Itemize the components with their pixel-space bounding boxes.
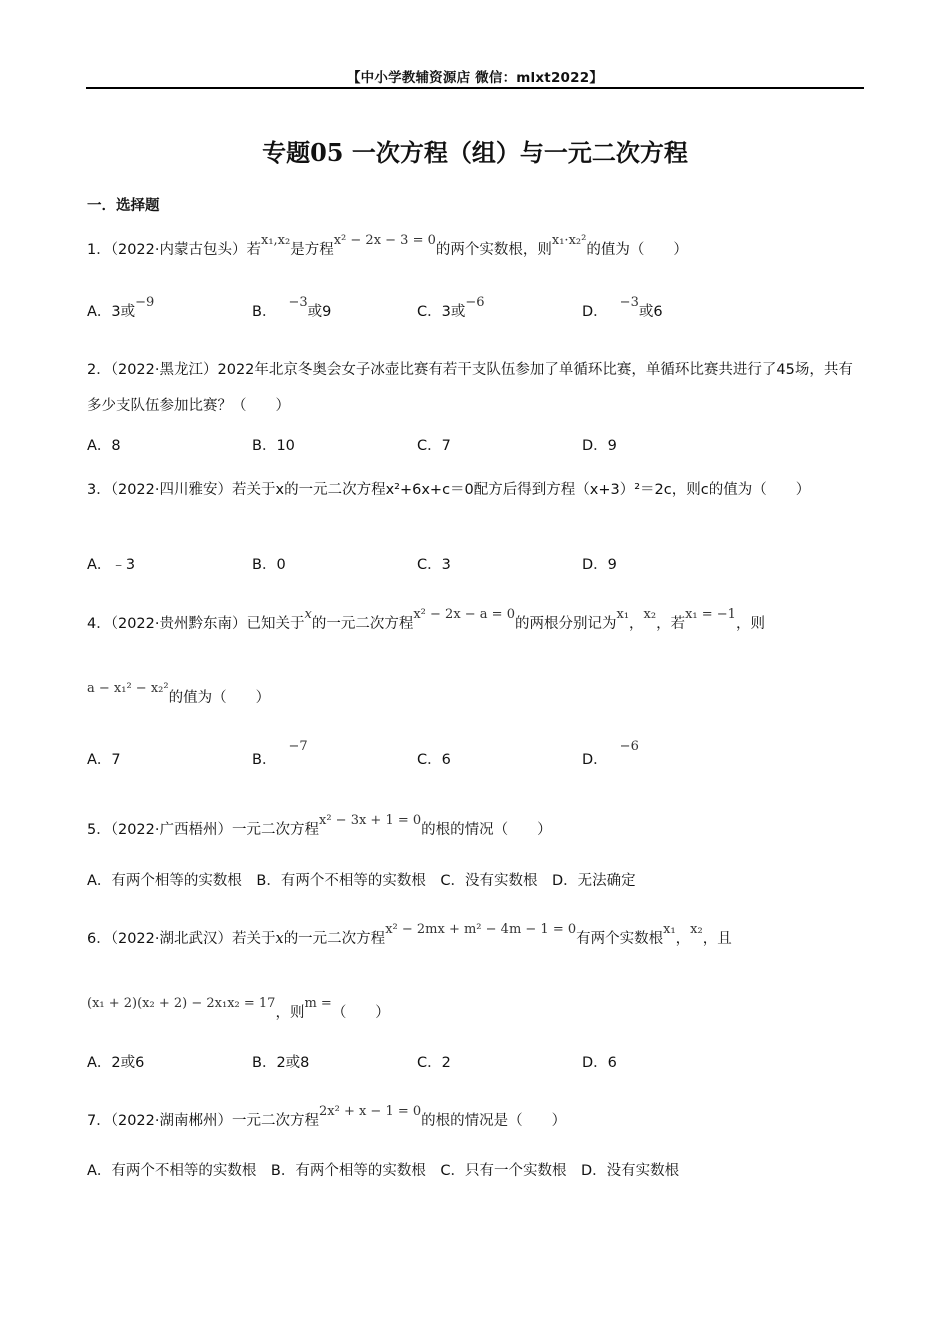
option-text: 2或8	[276, 1055, 310, 1071]
question-4-continued	[87, 681, 271, 709]
math-expression: (x₁ + 2)(x₂ + 2) − 2x₁x₂ = 17	[87, 996, 276, 1011]
option-text: 6	[441, 752, 451, 768]
question-text: 若	[246, 242, 261, 258]
option-c	[417, 748, 451, 769]
question-text: 已知关于	[246, 616, 305, 632]
option-d	[582, 295, 663, 321]
question-2	[87, 352, 867, 424]
option-label: D．	[582, 438, 608, 454]
option-text: 3或	[441, 304, 466, 320]
option-text: 6	[607, 1055, 617, 1071]
question-text: 若关于x的一元二次方程x²+6x+c＝0配方后得到方程（x+3）²＝2c，则c的值为（ ）	[232, 482, 811, 498]
header-divider	[86, 87, 864, 89]
option-b	[252, 1051, 309, 1072]
question-text: 的两根分别记为	[514, 616, 617, 632]
option-text: 8	[111, 438, 121, 454]
option-label: A．	[87, 1055, 112, 1071]
option-b	[252, 434, 295, 455]
option-b	[252, 553, 286, 574]
option-text: 或6	[638, 304, 663, 320]
question-4	[87, 607, 765, 635]
option-label: D．	[582, 1055, 608, 1071]
option-d	[582, 434, 617, 455]
option-text: ﹣3	[111, 557, 136, 573]
question-text: 的值为（ ）	[168, 690, 271, 706]
math-expression: x₂	[643, 607, 657, 622]
option-d	[582, 739, 639, 769]
math-expression: −9	[135, 295, 155, 310]
question-7	[87, 1104, 567, 1132]
math-expression: x₁ = −1	[685, 607, 736, 622]
question-text: ，若	[656, 616, 686, 632]
math-expression: x₁	[663, 922, 676, 937]
question-source: （2022·贵州黔东南）	[110, 616, 247, 632]
option-label: B．	[252, 304, 277, 320]
math-expression: x² − 3x + 1 = 0	[319, 813, 422, 828]
question-text: 的根的情况是（ ）	[421, 1113, 567, 1129]
math-expression: x	[304, 607, 312, 622]
option-text: 7	[111, 752, 121, 768]
math-expression: −3	[288, 295, 308, 310]
question-number: 5．	[87, 822, 111, 838]
options-row: A．有两个不相等的实数根 B．有两个相等的实数根 C．只有一个实数根 D．没有实数根	[87, 1163, 680, 1179]
option-text: 3	[441, 557, 451, 573]
question-source: （2022·广西梧州）	[110, 822, 232, 838]
question-number: 6．	[87, 931, 111, 947]
option-text: 10	[276, 438, 295, 454]
math-expression: x₁	[616, 607, 630, 622]
math-expression: x₁,x₂	[261, 233, 291, 248]
option-label: D．	[582, 557, 608, 573]
section-heading: 一．选择题	[87, 198, 160, 214]
option-c	[417, 553, 451, 574]
math-expression: −7	[288, 739, 308, 754]
question-number: 7．	[87, 1113, 111, 1129]
question-text: 有两个实数根	[576, 931, 664, 947]
options-row: A．有两个相等的实数根 B．有两个不相等的实数根 C．没有实数根 D．无法确定	[87, 873, 636, 889]
option-label: C．	[417, 438, 442, 454]
question-5	[87, 813, 552, 841]
question-text: 的一元二次方程	[311, 616, 414, 632]
option-a	[87, 434, 121, 455]
option-label: B．	[252, 752, 277, 768]
option-label: A．	[87, 557, 112, 573]
option-label: A．	[87, 752, 112, 768]
question-text: ，则	[735, 616, 765, 632]
question-text: 一元二次方程	[232, 822, 319, 838]
option-b	[252, 739, 308, 769]
option-label: C．	[417, 1055, 442, 1071]
question-text: ，	[629, 616, 644, 632]
question-3	[87, 472, 867, 508]
question-text: 的值为（ ）	[586, 242, 688, 258]
option-a	[87, 553, 135, 574]
question-text: 的一元二次方程	[283, 931, 386, 947]
question-text: 是方程	[290, 242, 334, 258]
option-d	[582, 553, 617, 574]
option-label: C．	[417, 304, 442, 320]
option-c	[417, 1051, 451, 1072]
option-b	[252, 295, 332, 321]
question-text: 一元二次方程	[232, 1113, 319, 1129]
math-expression: x₁·x₂²	[551, 233, 587, 248]
question-number: 1．	[87, 242, 111, 258]
math-expression: 2x² + x − 1 = 0	[319, 1104, 422, 1119]
option-text: 或9	[307, 304, 332, 320]
question-number: 2．	[87, 362, 111, 378]
option-text: 9	[607, 557, 617, 573]
option-text: 2或6	[111, 1055, 145, 1071]
math-expression: −3	[619, 295, 639, 310]
question-text: ，且	[702, 931, 732, 947]
math-expression: x₂	[690, 922, 703, 937]
math-expression: −6	[619, 739, 639, 754]
option-text: 7	[441, 438, 451, 454]
question-text: ，	[675, 931, 691, 947]
option-text: 2	[441, 1055, 451, 1071]
option-d	[582, 1051, 617, 1072]
question-source: （2022·湖南郴州）	[110, 1113, 232, 1129]
option-text: 0	[276, 557, 286, 573]
option-c	[417, 295, 485, 321]
option-label: C．	[417, 557, 442, 573]
question-source: （2022·黑龙江）	[110, 362, 218, 378]
question-source: （2022·湖北武汉）	[110, 931, 232, 947]
option-label: B．	[252, 557, 277, 573]
option-text: 9	[607, 438, 617, 454]
question-text: 若关于	[232, 931, 276, 947]
question-text: 2022年北京冬奥会女子冰壶比赛有若干支队伍参加了单循环比赛，单循环比赛共进行了45场，共有多少支队伍参加比赛？（ ）	[87, 362, 853, 414]
question-text: ，则	[275, 1005, 305, 1021]
question-number: 4．	[87, 616, 111, 632]
option-label: B．	[252, 1055, 277, 1071]
option-label: D．	[582, 752, 608, 768]
math-expression: m =	[304, 996, 332, 1011]
question-number: 3．	[87, 482, 111, 498]
option-a	[87, 1051, 144, 1072]
option-label: C．	[417, 752, 442, 768]
math-expression: x² − 2x − 3 = 0	[333, 233, 436, 248]
option-a	[87, 295, 155, 321]
question-source: （2022·内蒙古包头）	[110, 242, 247, 258]
question-text: 的根的情况（ ）	[421, 822, 552, 838]
option-c	[417, 434, 451, 455]
math-expression: x² − 2x − a = 0	[413, 607, 515, 622]
math-expression: x² − 2mx + m² − 4m − 1 = 0	[385, 922, 577, 937]
option-label: A．	[87, 438, 112, 454]
question-source: （2022·四川雅安）	[110, 482, 232, 498]
math-variable: x	[275, 931, 284, 947]
option-a	[87, 748, 121, 769]
math-expression: −6	[465, 295, 485, 310]
question-6	[87, 922, 732, 950]
question-text: 的两个实数根，则	[435, 242, 552, 258]
math-expression: a − x₁² − x₂²	[87, 681, 169, 696]
option-label: A．	[87, 304, 112, 320]
question-1	[87, 233, 688, 261]
page-title: 专题05 一次方程（组）与一元二次方程	[262, 138, 688, 167]
option-text: 3或	[111, 304, 136, 320]
question-6-continued	[87, 996, 390, 1024]
question-text: （ ）	[331, 1005, 390, 1021]
option-label: B．	[252, 438, 277, 454]
page-header: 【中小学教辅资源店 微信：mlxt2022】	[346, 70, 604, 86]
option-label: D．	[582, 304, 608, 320]
